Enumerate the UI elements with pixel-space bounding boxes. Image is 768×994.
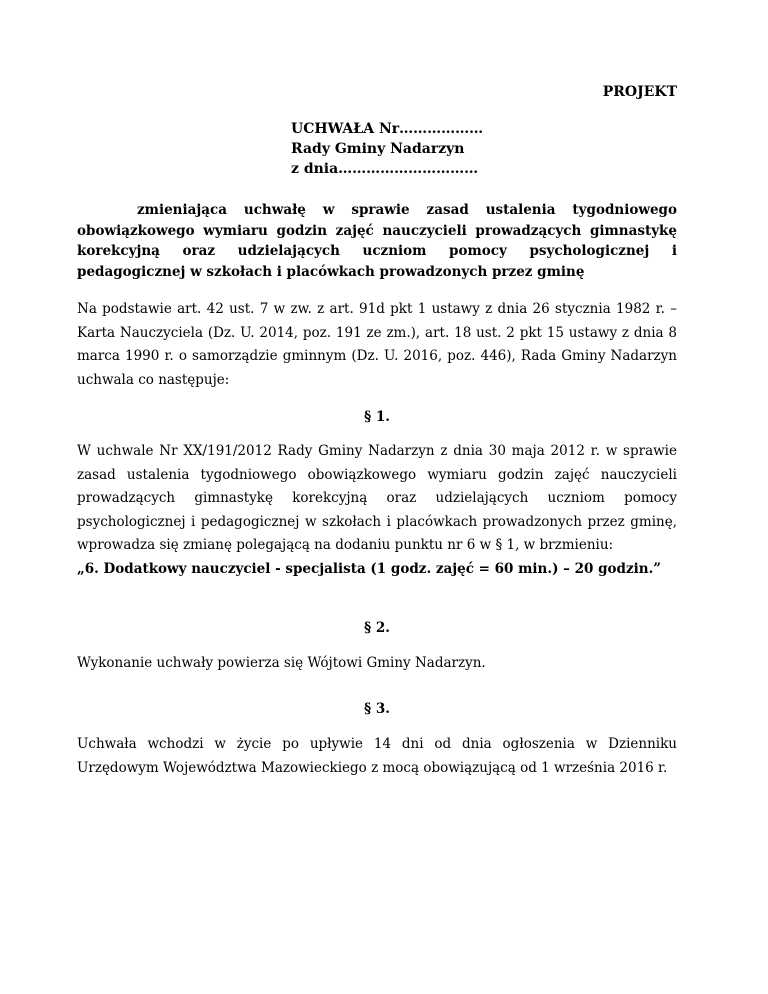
section-1-text: W uchwale Nr XX/191/2012 Rady Gminy Nadarzyn z dnia 30 maja 2012 r. w sprawie zasad ustalenia tygodniowego obowiązkowego wymiaru godzin zajęć nauczycieli prowadzących gimnastykę korekcyjną oraz udzielających uczniom pomocy psychologicznej i pedagogicznej w szkołach i placówkach prowadzonych przez gminę, wprowadza się zmianę polegającą na dodaniu punktu nr 6 w § 1, w brzmieniu: <box>77 443 677 553</box>
resolution-subject: zmieniająca uchwałę w sprawie zasad ustalenia tygodniowego obowiązkowego wymiaru godzin zajęć nauczycieli prowadzących gimnastykę korekcyjną oraz udzielających uczniom pomocy psychologicznej i pedagogicznej w szkołach i placówkach prowadzonych przez gminę <box>77 202 677 280</box>
section-3-text: Uchwała wchodzi w życie po upływie 14 dni od dnia ogłoszenia w Dzienniku Urzędowym Województwa Mazowieckiego z mocą obowiązującą od 1 września 2016 r. <box>77 736 677 776</box>
section-3-mark: § 3. <box>364 701 390 717</box>
amendment-quote: „6. Dodatkowy nauczyciel - specjalista (1 godz. zajęć = 60 min.) – 20 godzin.” <box>77 560 662 577</box>
resolution-number: UCHWAŁA Nr……………… <box>291 121 484 137</box>
section-1-body <box>77 440 677 581</box>
status-label: PROJEKT <box>602 84 677 100</box>
section-1-mark: § 1. <box>364 409 390 425</box>
council-name: Rady Gminy Nadarzyn <box>291 141 465 157</box>
resolution-date: z dnia………………………… <box>291 161 479 177</box>
preamble-paragraph: Na podstawie art. 42 ust. 7 w zw. z art. 91d pkt 1 ustawy z dnia 26 stycznia 1982 r. – Karta Nauczyciela (Dz. U. 2014, poz. 191 ze zm.), art. 18 ust. 2 pkt 15 ustawy z dnia 8 marca 1990 r. o samorządzie gminnym (Dz. U. 2016, poz. 446), Rada Gminy Nadarzyn uchwala co następuje: <box>77 301 677 388</box>
section-2-mark: § 2. <box>364 620 390 636</box>
section-2-text: Wykonanie uchwały powierza się Wójtowi Gminy Nadarzyn. <box>77 655 486 671</box>
resolution-header <box>291 119 483 179</box>
